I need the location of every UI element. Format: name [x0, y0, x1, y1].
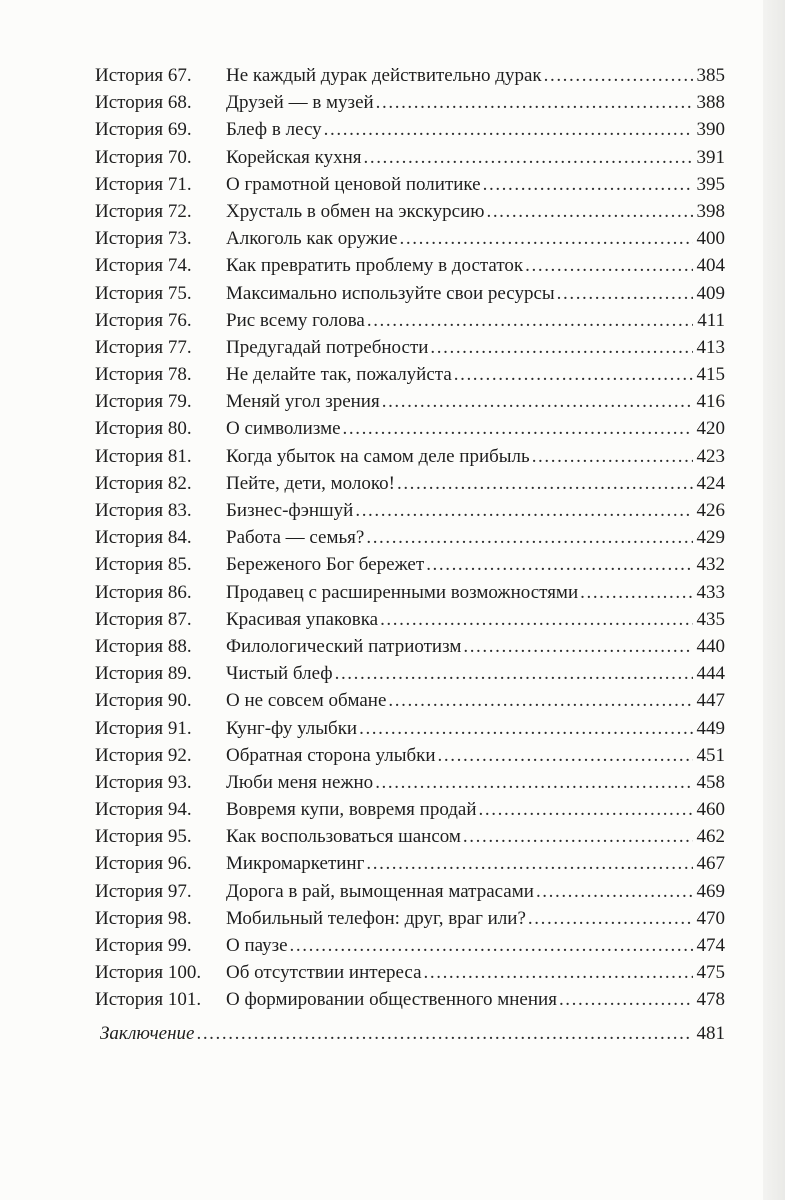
toc-entry-label: История 90. — [95, 690, 192, 712]
toc-entry-title: Блеф в лесу — [226, 119, 322, 141]
toc-entry — [0, 687, 785, 714]
toc-page-number: 432 — [696, 554, 725, 576]
toc-entry-title: Меняй угол зрения — [226, 391, 380, 413]
toc-entry — [0, 959, 785, 986]
toc-entry — [0, 62, 785, 89]
toc-entry — [0, 334, 785, 361]
toc-dot-leader — [525, 252, 692, 279]
toc-entry-line — [226, 850, 725, 877]
toc-entry-line — [226, 361, 725, 388]
toc-entry — [0, 388, 785, 415]
toc-page-number: 404 — [696, 255, 725, 277]
toc-page-number: 458 — [696, 771, 725, 793]
toc-dot-leader — [343, 415, 693, 442]
toc-entry-title: Микромаркетинг — [226, 853, 365, 875]
toc-entry — [0, 415, 785, 442]
toc-entry-title: Филологический патриотизм — [226, 635, 462, 657]
toc-entry-title: Алкоголь как оружие — [226, 228, 398, 250]
toc-entry — [0, 551, 785, 578]
toc-entry — [0, 144, 785, 171]
toc-entry — [0, 878, 785, 905]
toc-entry-line — [226, 932, 725, 959]
toc-dot-leader — [359, 715, 692, 742]
toc-page-number: 416 — [696, 391, 725, 413]
toc-entry-title: Мобильный телефон: друг, враг или? — [226, 907, 526, 929]
toc-entry-line — [226, 144, 725, 171]
toc-entry-line — [226, 878, 725, 905]
toc-entry — [0, 932, 785, 959]
toc-entry — [0, 633, 785, 660]
toc-entry-line — [226, 62, 725, 89]
toc-entry-label: История 81. — [95, 445, 192, 467]
toc-page-number: 390 — [696, 119, 725, 141]
toc-entry-label: История 100. — [95, 962, 202, 984]
toc-entry-title: Когда убыток на самом деле прибыль — [226, 445, 530, 467]
toc-entry-title: О паузе — [226, 935, 288, 956]
toc-page-number: 400 — [696, 228, 725, 250]
toc-dot-leader — [397, 470, 693, 497]
toc-entry-title: Обратная сторона улыбки — [226, 744, 436, 766]
toc-entry — [0, 986, 785, 1013]
toc-entry-label: История 74. — [95, 255, 192, 277]
toc-entry-line — [226, 307, 725, 334]
toc-entry — [0, 470, 785, 497]
toc-entry-title: Заключение — [100, 1023, 195, 1044]
toc-page-number: 470 — [696, 907, 725, 929]
toc-page-number: 388 — [696, 92, 725, 114]
toc-entry-line — [226, 579, 725, 606]
toc-entry-label: История 89. — [95, 663, 192, 685]
toc-entry-label: История 68. — [95, 92, 192, 114]
toc-entry-line — [226, 606, 725, 633]
toc-entry-title: Хрусталь в обмен на экскурсию — [226, 200, 485, 222]
toc-entry-label: История 101. — [95, 989, 202, 1011]
toc-entry-line — [226, 334, 725, 361]
toc-page-number: 411 — [697, 309, 725, 331]
toc-entry-title: Пейте, дети, молоко! — [226, 472, 395, 494]
toc-dot-leader — [479, 796, 693, 823]
toc-entry-title: О символизме — [226, 418, 341, 440]
toc-entry-line — [226, 198, 725, 225]
toc-dot-leader — [388, 687, 692, 714]
toc-entry-line — [226, 742, 725, 769]
toc-entry-line — [226, 986, 725, 1013]
toc-dot-leader — [366, 850, 692, 877]
toc-page-number: 415 — [696, 364, 725, 386]
toc-entry-line — [226, 171, 725, 198]
toc-entry — [0, 769, 785, 796]
toc-entry — [0, 361, 785, 388]
toc-entry-label: История 82. — [95, 472, 192, 494]
toc-entry-line — [226, 497, 725, 524]
toc-dot-leader — [544, 62, 693, 89]
toc-page-number: 395 — [696, 173, 725, 195]
toc-entry-title: Бизнес-фэншуй — [226, 500, 354, 521]
toc-entry-line — [226, 660, 725, 687]
toc-entry-title: Как превратить проблему в достаток — [226, 255, 524, 277]
toc-page-number: 467 — [696, 853, 725, 875]
toc-entry — [0, 252, 785, 279]
toc-entry-title: Вовремя купи, вовремя продай — [226, 799, 477, 821]
toc-dot-leader — [375, 769, 692, 796]
toc-entry-label: История 76. — [95, 309, 192, 331]
toc-dot-leader — [483, 171, 693, 198]
toc-entry-label: История 91. — [95, 717, 192, 739]
toc-page-number: 460 — [696, 799, 725, 821]
toc-entry-title: Как воспользоваться шансом — [226, 826, 461, 848]
toc-entry-title: Предугадай потребности — [226, 336, 429, 358]
toc-entry-label: История 70. — [95, 146, 192, 168]
toc-entry-label: История 77. — [95, 336, 192, 358]
toc-entry-title: Не каждый дурак действительно дурак — [226, 65, 542, 86]
toc-entry — [0, 225, 785, 252]
toc-entry — [0, 579, 785, 606]
toc-dot-leader — [367, 307, 693, 334]
toc-entry-label: История 80. — [95, 418, 192, 440]
toc-page-number: 391 — [696, 146, 725, 168]
toc-entry — [0, 280, 785, 307]
toc-entry-title: Рис всему голова — [226, 309, 365, 331]
toc-entry-title: Друзей — в музей — [226, 92, 374, 114]
toc-entry-title: Не делайте так, пожалуйста — [226, 364, 452, 386]
toc-page-number: 447 — [696, 690, 725, 712]
toc-entry-label: История 88. — [95, 635, 192, 657]
toc-page-number: 429 — [696, 527, 725, 549]
toc-entry-line — [226, 470, 725, 497]
toc-dot-leader — [557, 280, 693, 307]
toc-entry — [0, 742, 785, 769]
toc-entry — [0, 198, 785, 225]
toc-entry-line — [226, 388, 725, 415]
toc-entry-title: Кунг-фу улыбки — [226, 717, 358, 739]
toc-entry-label: История 92. — [95, 744, 192, 766]
toc-entry-line — [226, 715, 725, 742]
toc-page-number: 462 — [696, 826, 725, 848]
toc-entry-label: История 97. — [95, 880, 192, 902]
toc-page-number: 423 — [696, 445, 725, 467]
toc-entry-title: Люби меня нежно — [226, 771, 374, 793]
toc-page-number: 420 — [696, 418, 725, 440]
toc-page-number: 475 — [696, 962, 725, 984]
toc-page-number: 424 — [696, 472, 725, 494]
toc-entry-label: История 93. — [95, 771, 192, 793]
toc-page-number: 444 — [696, 663, 725, 685]
toc-entry-label: История 78. — [95, 364, 192, 386]
toc-entry-title: Корейская кухня — [226, 146, 362, 168]
toc-entry-label: История 99. — [95, 935, 192, 956]
toc-dot-leader — [424, 959, 693, 986]
toc-dot-leader — [438, 742, 693, 769]
toc-entry-title: Работа — семья? — [226, 527, 365, 549]
toc-entry-label: История 95. — [95, 826, 192, 848]
toc-dot-leader — [380, 606, 692, 633]
toc-entry-label: История 85. — [95, 554, 192, 576]
toc-entry-line — [226, 225, 725, 252]
toc-entry — [0, 524, 785, 551]
toc-page-number: 433 — [696, 581, 725, 603]
toc-entry-line — [226, 796, 725, 823]
toc-entry-label: История 98. — [95, 907, 192, 929]
toc-entry-title: О не совсем обмане — [226, 690, 387, 712]
toc-entry-line — [226, 524, 725, 551]
toc-dot-leader — [454, 361, 693, 388]
toc-dot-leader — [364, 144, 693, 171]
toc-page-number: 449 — [696, 717, 725, 739]
toc-entry-line — [226, 905, 725, 932]
toc-entry — [0, 307, 785, 334]
toc-page-number: 469 — [696, 880, 725, 902]
toc-entry-label: История 86. — [95, 581, 192, 603]
toc-dot-leader — [196, 1020, 692, 1047]
toc-page-number: 481 — [696, 1023, 725, 1044]
toc-entry-line — [226, 252, 725, 279]
toc-entry-label: История 73. — [95, 228, 192, 250]
toc-page-number: 451 — [696, 744, 725, 766]
toc-dot-leader — [580, 579, 692, 606]
toc-entry-title: О грамотной ценовой политике — [226, 173, 481, 195]
toc-entry — [0, 116, 785, 143]
toc-entry — [0, 497, 785, 524]
toc-entry-line — [226, 443, 725, 470]
toc-entry — [0, 905, 785, 932]
toc-entry-label: История 67. — [95, 65, 192, 86]
toc-entry-line — [226, 959, 725, 986]
toc-entry — [0, 660, 785, 687]
table-of-contents — [0, 62, 785, 1014]
toc-dot-leader — [290, 932, 693, 959]
toc-entry-line — [226, 89, 725, 116]
toc-entry — [0, 89, 785, 116]
toc-dot-leader — [366, 524, 692, 551]
toc-entry — [0, 823, 785, 850]
toc-entry-line — [226, 687, 725, 714]
toc-entry-label: История 69. — [95, 119, 192, 141]
toc-entry — [0, 606, 785, 633]
toc-dot-leader — [486, 198, 692, 225]
toc-dot-leader — [559, 986, 693, 1013]
toc-entry-label: История 72. — [95, 200, 192, 222]
toc-entry — [0, 443, 785, 470]
toc-entry-line — [226, 280, 725, 307]
toc-dot-leader — [528, 905, 693, 932]
toc-dot-leader — [426, 551, 692, 578]
toc-entry-label: История 75. — [95, 282, 192, 304]
toc-entry-line — [226, 551, 725, 578]
toc-page-number: 474 — [696, 935, 725, 956]
toc-entry-line — [226, 116, 725, 143]
toc-entry-label: История 94. — [95, 799, 192, 821]
toc-entry-title: Чистый блеф — [226, 663, 333, 685]
toc-entry-label: История 87. — [95, 608, 192, 630]
toc-entry-line — [226, 633, 725, 660]
toc-dot-leader — [335, 660, 693, 687]
toc-dot-leader — [536, 878, 693, 905]
toc-page-number: 385 — [696, 65, 725, 86]
toc-entry — [0, 850, 785, 877]
toc-entry-title: Продавец с расширенными возможностями — [226, 581, 579, 603]
toc-dot-leader — [376, 89, 693, 116]
toc-dot-leader — [463, 823, 693, 850]
toc-entry-label: История 71. — [95, 173, 192, 195]
toc-entry-title: О формировании общественного мнения — [226, 989, 557, 1011]
toc-entry-conclusion — [100, 1020, 725, 1047]
toc-dot-leader — [355, 497, 692, 524]
toc-entry-label: История 83. — [95, 500, 192, 521]
toc-dot-leader — [400, 225, 693, 252]
toc-entry-title: Береженого Бог бережет — [226, 554, 425, 576]
toc-entry-line — [226, 415, 725, 442]
toc-dot-leader — [382, 388, 693, 415]
toc-page-number: 440 — [696, 635, 725, 657]
toc-page-number: 409 — [696, 282, 725, 304]
toc-entry-label: История 84. — [95, 527, 192, 549]
toc-entry-title: Красивая упаковка — [226, 608, 379, 630]
toc-page-number: 426 — [696, 500, 725, 521]
toc-entry — [0, 171, 785, 198]
toc-entry-line — [226, 823, 725, 850]
toc-page-number: 398 — [696, 200, 725, 222]
toc-entry-label: История 96. — [95, 853, 192, 875]
toc-page-number: 478 — [696, 989, 725, 1011]
toc-entry-title: Дорога в рай, вымощенная матрасами — [226, 880, 534, 902]
toc-entry-label: История 79. — [95, 391, 192, 413]
toc-entry-title: Максимально используйте свои ресурсы — [226, 282, 555, 304]
toc-page-number: 413 — [696, 336, 725, 358]
toc-entry-line — [226, 769, 725, 796]
toc-dot-leader — [463, 633, 692, 660]
toc-dot-leader — [324, 116, 693, 143]
toc-page-number: 435 — [696, 608, 725, 630]
toc-entry — [0, 796, 785, 823]
toc-dot-leader — [430, 334, 692, 361]
toc-entry-title: Об отсутствии интереса — [226, 962, 422, 984]
toc-dot-leader — [532, 443, 693, 470]
toc-entry — [0, 715, 785, 742]
